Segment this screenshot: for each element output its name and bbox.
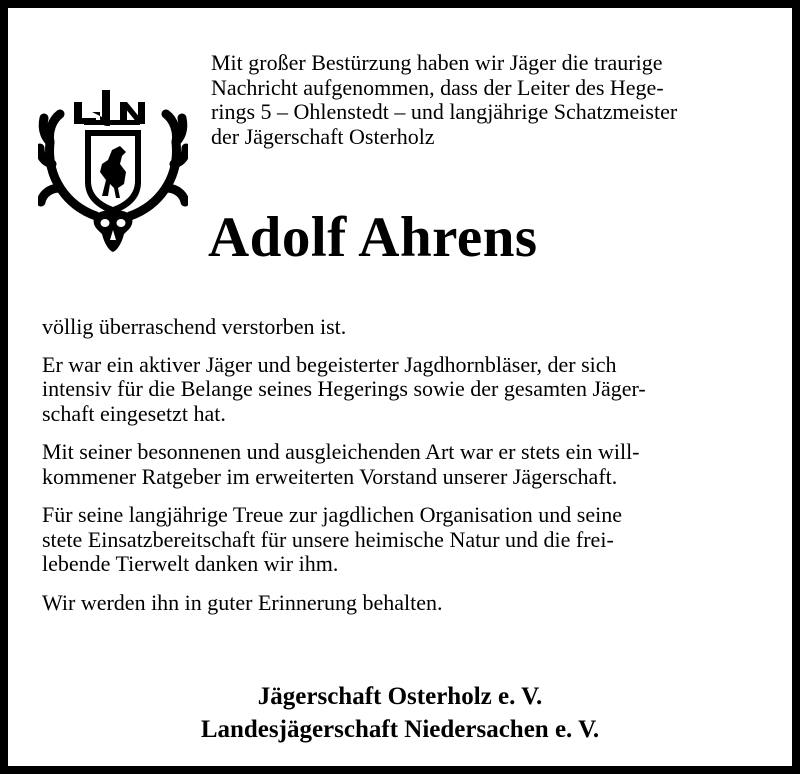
paragraph-gratitude: Für seine langjährige Treue zur jagdlichen Organisation und seine stete Einsatzbereitschaft für unsere heimische Natur und die frei- lebende Tierwelt danken wir ihm.: [42, 502, 623, 576]
paragraph-passed-away: völlig überraschend verstorben ist.: [42, 314, 347, 339]
paragraph-remembrance: Wir werden ihn in guter Erinnerung behalten.: [42, 589, 443, 615]
intro-text: Mit großer Bestürzung haben wir Jäger die traurige Nachricht aufgenommen, dass der Leiter des Hege- rings 5 – Ohlenstedt – und langjährige Schatzmeister der Jägerschaft Osterholz: [211, 50, 678, 149]
paragraph-advisor: Mit seiner besonnenen und ausgleichenden Art war er stets ein will- kommener Ratgeber im erweiterten Vorstand unserer Jägerschaft.: [42, 439, 640, 489]
paragraph-active-hunter: Er war ein aktiver Jäger und begeisterter Jagdhornbläser, der sich intensiv für die Belange seines Hegerings sowie der gesamten Jäger- schaft eingesetzt hat.: [42, 351, 646, 426]
hunting-association-emblem-icon: [38, 84, 188, 254]
signatory-osterholz: Jägerschaft Osterholz e. V.: [257, 683, 543, 710]
deceased-name: Adolf Ahrens: [208, 206, 538, 269]
obituary-body: [42, 315, 774, 629]
signatories: [8, 680, 792, 746]
signatory-niedersachen: Landesjägerschaft Niedersachen e. V.: [200, 716, 600, 743]
